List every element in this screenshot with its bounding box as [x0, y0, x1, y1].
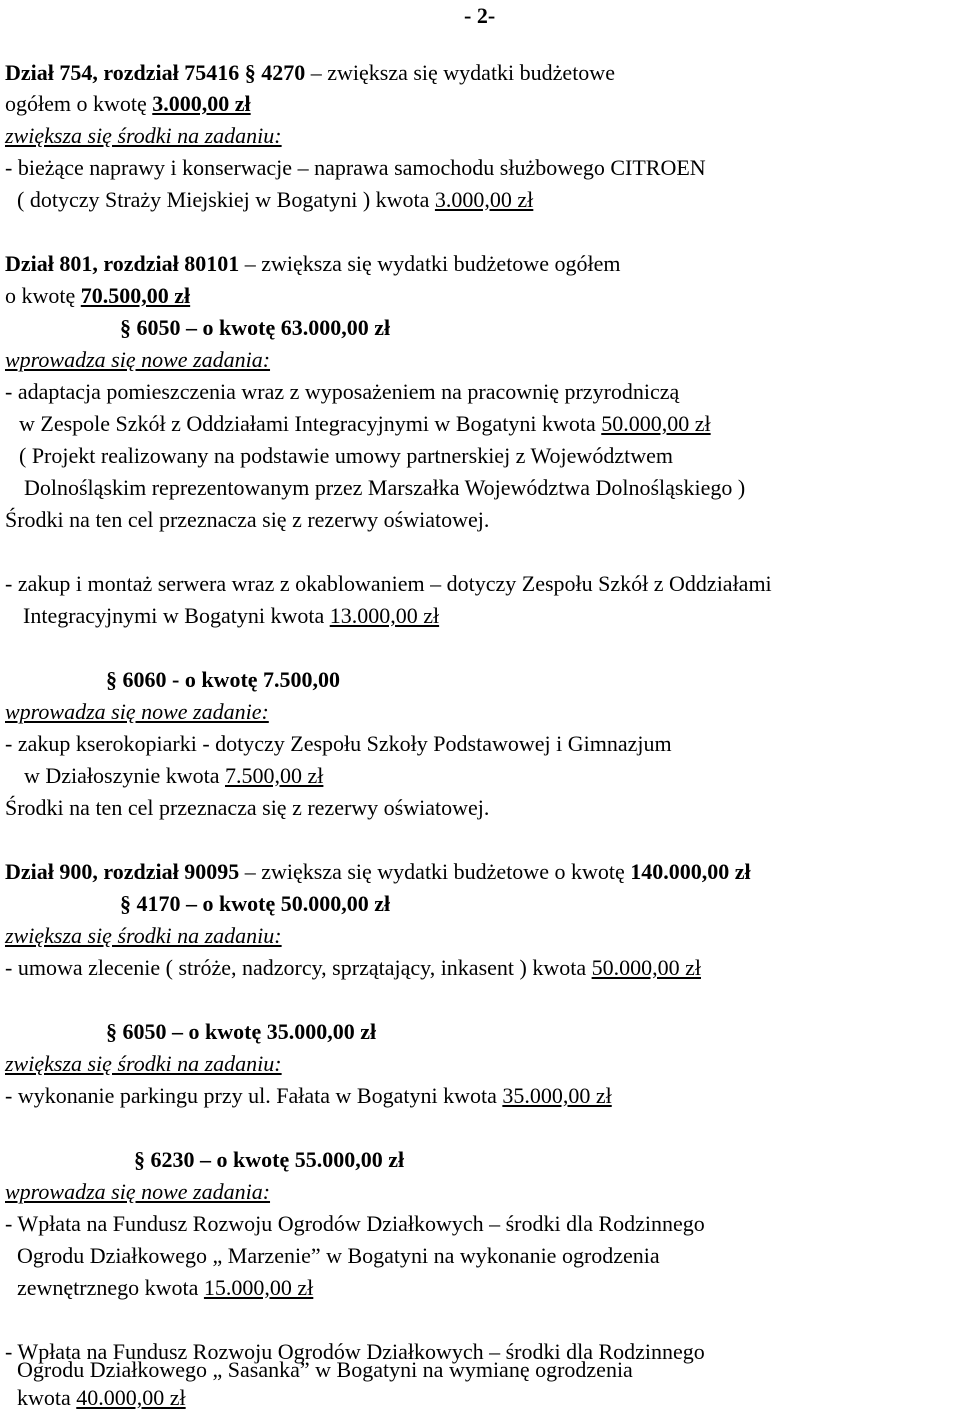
- section-900-total-amount: 140.000,00 zł: [630, 859, 751, 884]
- paragraph-sign: §: [120, 315, 131, 340]
- paragraph-sign: §: [106, 667, 117, 692]
- page-number: - 2-: [464, 3, 496, 28]
- section-900-item4-line-2: Ogrodu Działkowego „ Sasanka” w Bogatyni na wymianę ogrodzenia: [17, 1357, 633, 1382]
- section-801-item1-line-2: [19, 411, 711, 437]
- section-801-total-label: o kwotę: [5, 283, 81, 308]
- section-754-item-text: ( dotyczy Straży Miejskiej w Bogatyni ) kwota: [17, 187, 435, 212]
- section-900-sub-4170-text: 4170 – o kwotę 50.000,00 zł: [131, 891, 391, 916]
- section-801-head-b: – zwiększa się wydatki budżetowe ogółem: [244, 251, 621, 276]
- section-754-head-a: Dział 754, rozdział 75416: [5, 60, 245, 85]
- section-801-total: [5, 283, 190, 309]
- section-900-sub-6050-label: zwiększa się środki na zadaniu:: [5, 1051, 282, 1076]
- section-900-item1-text: - umowa zlecenie ( stróże, nadzorcy, sprzątający, inkasent ) kwota: [5, 955, 592, 980]
- section-801-item2-text: Integracyjnymi w Bogatyni kwota: [23, 603, 330, 628]
- section-754-item-line-1: - bieżące naprawy i konserwacje – naprawa samochodu służbowego CITROEN: [5, 155, 706, 180]
- section-754-heading: [5, 60, 615, 86]
- section-900-sub-6230-label: wprowadza się nowe zadania:: [5, 1179, 271, 1204]
- section-900-item4-text: kwota: [17, 1385, 77, 1410]
- section-801-sub-6060-label: wprowadza się nowe zadanie:: [5, 699, 269, 724]
- section-801-item1-text: w Zespole Szkół z Oddziałami Integracyjnymi w Bogatyni kwota: [19, 411, 602, 436]
- section-900-sub-4170: [120, 891, 390, 917]
- section-801-item3-line-1: - zakup kserokopiarki - dotyczy Zespołu Szkoły Podstawowej i Gimnazjum: [5, 731, 672, 756]
- section-801-reserve-note-2: Środki na ten cel przeznacza się z rezerwy oświatowej.: [5, 795, 490, 820]
- section-900-item2-amount: 35.000,00 zł: [502, 1083, 612, 1108]
- section-801-sub-6050-label: wprowadza się nowe zadania:: [5, 347, 271, 372]
- section-754-head-b: 4270: [255, 60, 311, 85]
- section-754-head-c: – zwiększa się wydatki budżetowe: [310, 60, 615, 85]
- section-801-item2-line-1: - zakup i montaż serwera wraz z okablowaniem – dotyczy Zespołu Szkół z Oddziałami: [5, 571, 772, 596]
- section-900-item2-text: - wykonanie parkingu przy ul. Fałata w Bogatyni kwota: [5, 1083, 503, 1108]
- section-900-item4-line-1: - Wpłata na Fundusz Rozwoju Ogrodów Działkowych – środki dla Rodzinnego: [5, 1339, 705, 1364]
- section-900-item1: [5, 955, 701, 981]
- paragraph-sign: §: [244, 60, 256, 85]
- section-801-item3-text: w Działoszynie kwota: [24, 763, 225, 788]
- section-801-sub-6060: [106, 667, 340, 693]
- section-801-reserve-note-1: Środki na ten cel przeznacza się z rezerwy oświatowej.: [5, 507, 490, 532]
- section-900-heading: [5, 859, 751, 885]
- section-801-sub-6060-text: 6060 - o kwotę 7.500,00: [117, 667, 341, 692]
- section-754-total-amount: 3.000,00 zł: [152, 91, 251, 116]
- section-801-item1-line-3: ( Projekt realizowany na podstawie umowy partnerskiej z Województwem: [19, 443, 673, 468]
- paragraph-sign: §: [120, 891, 131, 916]
- section-900-item3-line-1: - Wpłata na Fundusz Rozwoju Ogrodów Działkowych – środki dla Rodzinnego: [5, 1211, 705, 1236]
- section-900-sub-6230-text: 6230 – o kwotę 55.000,00 zł: [145, 1147, 405, 1172]
- section-801-sub-6050: [120, 315, 390, 341]
- section-900-sub-6050-text: 6050 – o kwotę 35.000,00 zł: [117, 1019, 377, 1044]
- section-754-item-amount: 3.000,00 zł: [434, 187, 534, 212]
- section-801-sub-6050-text: 6050 – o kwotę 63.000,00 zł: [131, 315, 391, 340]
- section-754-total: [5, 91, 251, 117]
- section-754-task-label: zwiększa się środki na zadaniu:: [5, 123, 282, 148]
- section-900-item3-line-2: Ogrodu Działkowego „ Marzenie” w Bogatyni na wykonanie ogrodzenia: [17, 1243, 660, 1268]
- section-900-sub-4170-label: zwiększa się środki na zadaniu:: [5, 923, 282, 948]
- paragraph-sign: §: [106, 1019, 117, 1044]
- section-900-item4-line-3: [17, 1385, 186, 1411]
- section-900-sub-6230: [134, 1147, 404, 1173]
- section-801-heading: [5, 251, 620, 277]
- section-801-item3-amount: 7.500,00 zł: [225, 763, 324, 788]
- section-801-item2-line-2: [23, 603, 439, 629]
- section-900-item4-amount: 40.000,00 zł: [76, 1385, 186, 1410]
- section-801-item1-line-1: - adaptacja pomieszczenia wraz z wyposażeniem na pracownię przyrodniczą: [5, 379, 680, 404]
- section-801-item1-line-4: Dolnośląskim reprezentowanym przez Marszałka Województwa Dolnośląskiego ): [24, 475, 746, 500]
- section-801-item2-amount: 13.000,00 zł: [329, 603, 440, 628]
- section-754-total-label: ogółem o kwotę: [5, 91, 153, 116]
- section-900-item1-amount: 50.000,00 zł: [591, 955, 701, 980]
- section-900-item3-text: zewnętrznego kwota: [17, 1275, 204, 1300]
- section-900-item3-line-3: [17, 1275, 313, 1301]
- section-900-sub-6050: [106, 1019, 376, 1045]
- section-900-head-b: – zwiększa się wydatki budżetowe o kwotę: [244, 859, 631, 884]
- section-900-item3-amount: 15.000,00 zł: [203, 1275, 314, 1300]
- section-900-item2: [5, 1083, 612, 1109]
- section-801-head-a: Dział 801, rozdział 80101: [5, 251, 245, 276]
- section-754-item-line-2: [17, 187, 533, 213]
- section-801-total-amount: 70.500,00 zł: [80, 283, 191, 308]
- section-801-item3-line-2: [24, 763, 323, 789]
- section-900-head-a: Dział 900, rozdział 90095: [5, 859, 245, 884]
- section-801-item1-amount: 50.000,00 zł: [601, 411, 711, 436]
- paragraph-sign: §: [134, 1147, 145, 1172]
